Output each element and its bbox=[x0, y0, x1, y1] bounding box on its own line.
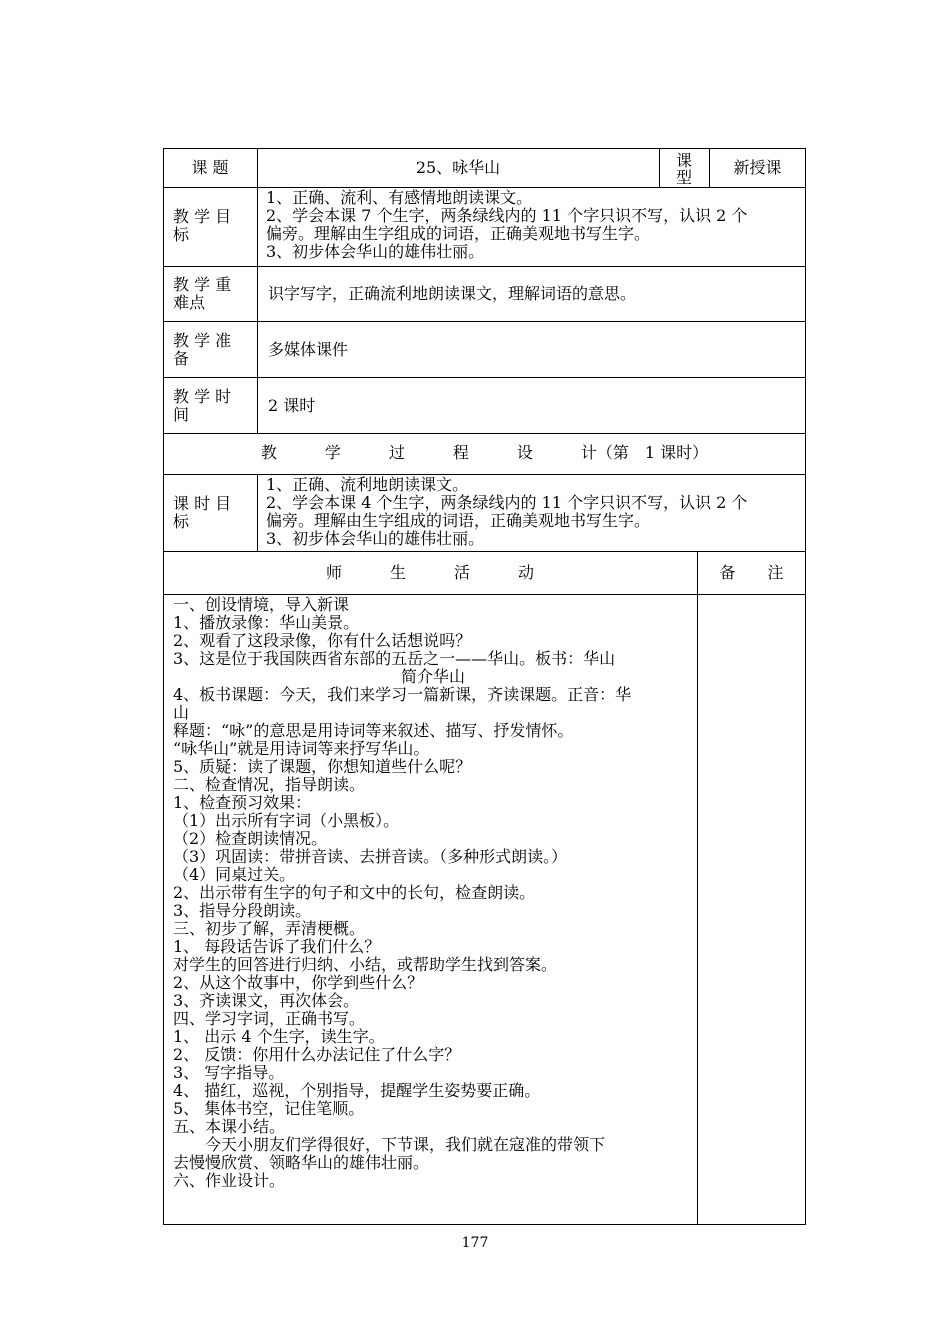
activity-line: 3、指导分段朗读。 bbox=[173, 901, 312, 920]
preparation-label-line2: 备 bbox=[173, 349, 190, 368]
activity-line: 2、观看了这段录像，你有什么话想说吗？ bbox=[173, 631, 472, 650]
topic-value: 25、咏华山 bbox=[415, 157, 501, 177]
time-label bbox=[173, 388, 253, 424]
row-divider bbox=[163, 266, 806, 267]
column-divider bbox=[257, 148, 258, 433]
lesson-goal-line: 1、正确、流利地朗读课文。 bbox=[266, 475, 469, 494]
activity-line: 四、学习字词，正确书写。 bbox=[173, 1009, 366, 1028]
row-divider bbox=[163, 377, 806, 378]
notes-header: 备 注 bbox=[719, 563, 784, 582]
activity-line: 3、这是位于我国陕西省东部的五岳之一——华山。板书：华山 bbox=[173, 649, 616, 668]
activity-line: 4、板书课题：今天，我们来学习一篇新课，齐读课题。正音：华 bbox=[173, 685, 632, 704]
time-value: 2 课时 bbox=[268, 396, 316, 415]
notes-content bbox=[697, 594, 806, 1225]
time-label-line1: 教 学 时 bbox=[173, 387, 232, 406]
goal-line: 3、初步体会华山的雄伟壮丽。 bbox=[266, 242, 485, 261]
activity-line: 五、本课小结。 bbox=[173, 1117, 286, 1136]
activity-line: 1、 出示 4 个生字，读生字。 bbox=[173, 1027, 385, 1046]
goal-line: 偏旁。理解由生字组成的词语，正确美观地书写生字。 bbox=[266, 224, 651, 243]
activity-line: 2、出示带有生字的句子和文中的长句，检查朗读。 bbox=[173, 883, 536, 902]
lesson-goals-list bbox=[266, 476, 801, 548]
activity-line: （4）同桌过关。 bbox=[173, 865, 296, 884]
activity-line: 5、 集体书空，记住笔顺。 bbox=[173, 1099, 365, 1118]
goals-label-line1: 教 学 目 bbox=[173, 207, 232, 226]
preparation-label-line1: 教 学 准 bbox=[173, 331, 232, 350]
activity-line: 一、创设情境，导入新课 bbox=[173, 595, 350, 614]
row-divider bbox=[163, 474, 806, 475]
key-points-label bbox=[173, 276, 253, 312]
row-divider bbox=[163, 321, 806, 322]
type-label: 课型 bbox=[675, 150, 692, 187]
activity-line: 释题：“咏”的意思是用诗词等来叙述、描写、抒发情怀。 bbox=[173, 721, 574, 740]
activity-line: 1、播放录像：华山美景。 bbox=[173, 613, 360, 632]
key-points-label-line1: 教 学 重 bbox=[173, 275, 232, 294]
goals-label-line2: 标 bbox=[173, 225, 190, 244]
activity-line: “咏华山”就是用诗词等来抒写华山。 bbox=[173, 739, 430, 758]
key-points-label-line2: 难点 bbox=[173, 293, 206, 312]
row-divider bbox=[163, 433, 806, 434]
key-points-value: 识字写字，正确流利地朗读课文，理解词语的意思。 bbox=[268, 284, 637, 303]
activity-line: 5、质疑：读了课题，你想知道些什么呢？ bbox=[173, 757, 472, 776]
activity-line: 三、初步了解，弄清梗概。 bbox=[173, 919, 366, 938]
lesson-goal-line: 3、初步体会华山的雄伟壮丽。 bbox=[266, 529, 485, 548]
preparation-label bbox=[173, 332, 253, 368]
lesson-goals-label bbox=[173, 495, 253, 531]
process-title: 教 学 过 程 设 计（第 1 课时） bbox=[260, 443, 709, 462]
row-divider bbox=[163, 551, 806, 552]
activity-line: 1、检查预习效果： bbox=[173, 793, 312, 812]
activity-line: 今天小朋友们学得很好，下节课，我们就在寇准的带领下 bbox=[173, 1135, 606, 1154]
activity-line: 去慢慢欣赏、领略华山的雄伟壮丽。 bbox=[173, 1153, 430, 1172]
goals-label bbox=[173, 208, 253, 244]
type-value: 新授课 bbox=[733, 157, 782, 177]
activity-header: 师 生 活 动 bbox=[325, 563, 534, 582]
activity-line: 山 bbox=[173, 703, 190, 722]
activity-line: （3）巩固读：带拼音读、去拼音读。（多种形式朗读。） bbox=[173, 847, 568, 866]
lesson-goal-line: 偏旁。理解由生字组成的词语，正确美观地书写生字。 bbox=[266, 511, 651, 530]
lesson-goals-label-line1: 课 时 目 bbox=[173, 494, 232, 513]
activity-line: （1）出示所有字词（小黑板）。 bbox=[173, 811, 400, 830]
topic-label: 课 题 bbox=[191, 157, 229, 177]
activity-line: 3、齐读课文，再次体会。 bbox=[173, 991, 360, 1010]
activity-line: 1、 每段话告诉了我们什么？ bbox=[173, 937, 381, 956]
goal-line: 2、学会本课 7 个生字，两条绿线内的 11 个字只识不写，认识 2 个 bbox=[266, 206, 748, 225]
activity-line: 2、 反馈：你用什么办法记住了什么字？ bbox=[173, 1045, 461, 1064]
time-label-line2: 间 bbox=[173, 405, 190, 424]
activity-line: 二、检查情况，指导朗读。 bbox=[173, 775, 366, 794]
activity-line: 2、从这个故事中，你学到些什么？ bbox=[173, 973, 424, 992]
preparation-value: 多媒体课件 bbox=[268, 340, 349, 359]
activity-line: 4、 描红，巡视，个别指导，提醒学生姿势要正确。 bbox=[173, 1081, 541, 1100]
lesson-goal-line: 2、学会本课 4 个生字，两条绿线内的 11 个字只识不写，认识 2 个 bbox=[266, 493, 748, 512]
activity-line: 对学生的回答进行归纳、小结，或帮助学生找到答案。 bbox=[173, 955, 558, 974]
activity-line: 简介华山 bbox=[400, 667, 465, 686]
activity-line: （2）检查朗读情况。 bbox=[173, 829, 328, 848]
column-divider bbox=[257, 474, 258, 551]
activity-line: 3、 写字指导。 bbox=[173, 1063, 285, 1082]
lesson-goals-label-line2: 标 bbox=[173, 512, 190, 531]
goal-line: 1、正确、流利、有感情地朗读课文。 bbox=[266, 188, 533, 207]
page-number: 177 bbox=[461, 1235, 489, 1251]
activity-line: 六、作业设计。 bbox=[173, 1171, 286, 1190]
activity-content bbox=[173, 596, 693, 1190]
goals-list bbox=[266, 189, 801, 261]
